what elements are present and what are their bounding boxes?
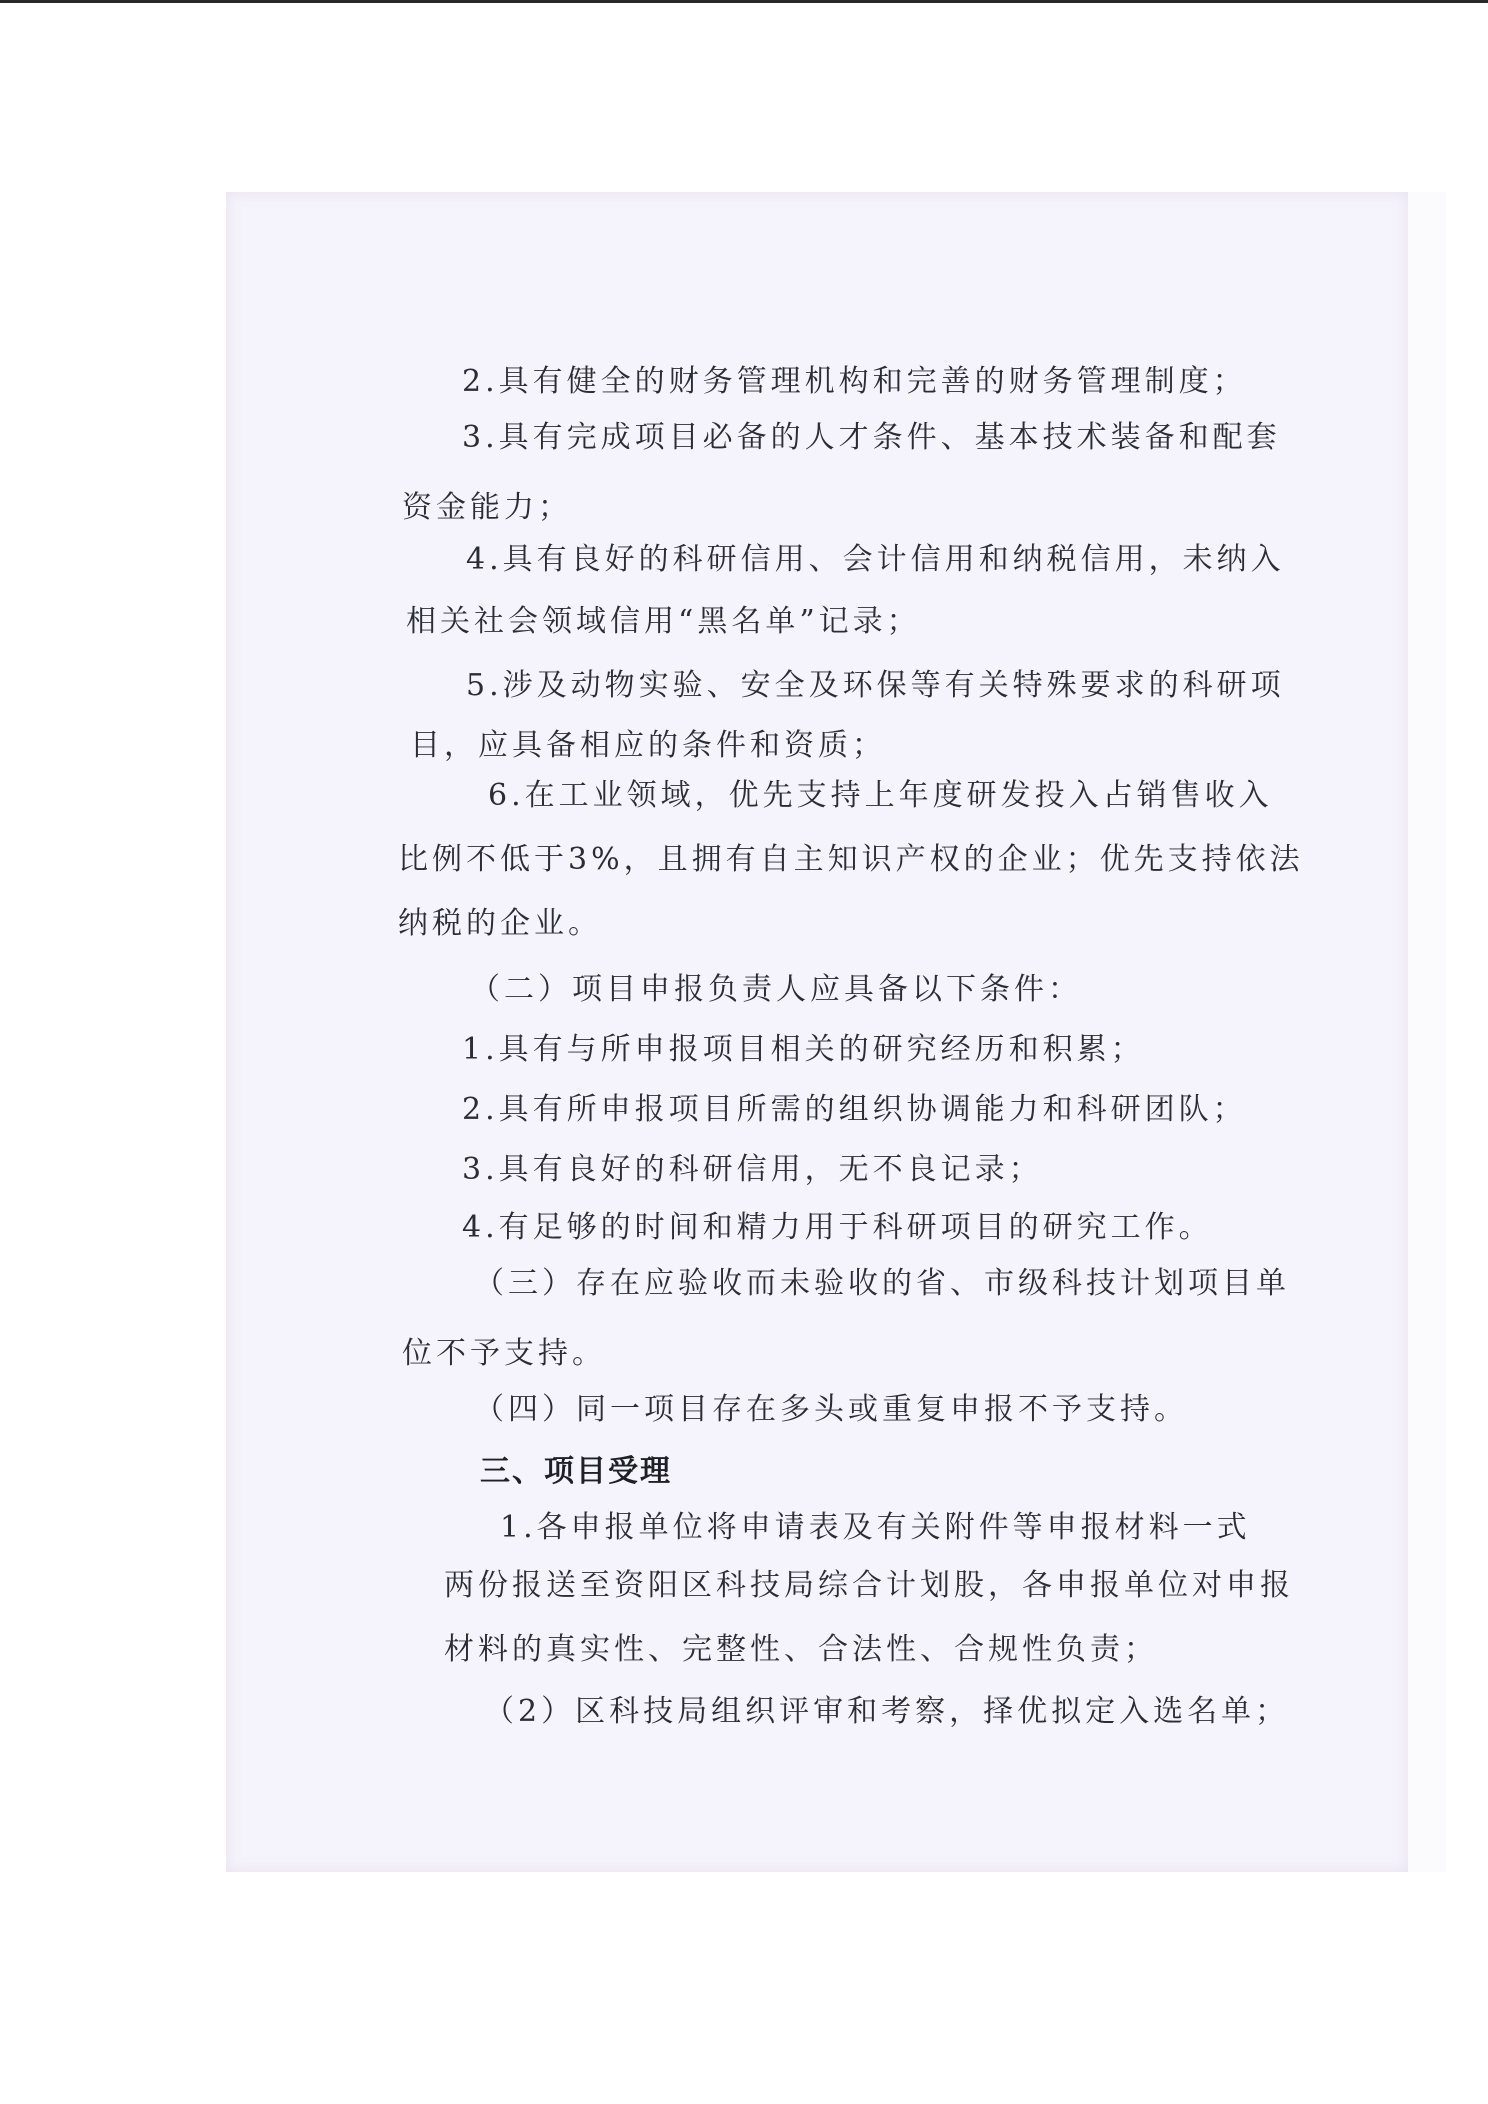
- text-line: 目，应具备相应的条件和资质；: [410, 728, 886, 763]
- text-line: （四）同一项目存在多头或重复申报不予支持。: [474, 1392, 1188, 1427]
- text-line: 2.具有健全的财务管理机构和完善的财务管理制度；: [462, 364, 1247, 399]
- text-line: 位不予支持。: [402, 1336, 606, 1371]
- text-line: 4.有足够的时间和精力用于科研项目的研究工作。: [462, 1210, 1213, 1245]
- text-line: 比例不低于3%，且拥有自主知识产权的企业；优先支持依法: [398, 842, 1304, 877]
- text-line: （二）项目申报负责人应具备以下条件：: [470, 972, 1082, 1007]
- section-heading: 三、项目受理: [480, 1454, 672, 1489]
- text-line: 两份报送至资阳区科技局综合计划股，各申报单位对申报: [444, 1568, 1294, 1603]
- text-line: 资金能力；: [402, 490, 572, 525]
- text-line: 1.各申报单位将申请表及有关附件等申报材料一式: [500, 1510, 1251, 1545]
- text-line: （三）存在应验收而未验收的省、市级科技计划项目单: [474, 1266, 1290, 1301]
- text-line: （2）区科技局组织评审和考察，择优拟定入选名单；: [484, 1694, 1290, 1729]
- text-line: 材料的真实性、完整性、合法性、合规性负责；: [444, 1632, 1158, 1667]
- text-line: 6.在工业领域，优先支持上年度研发投入占销售收入: [488, 778, 1273, 813]
- text-line: 纳税的企业。: [398, 906, 602, 941]
- text-line: 3.具有良好的科研信用，无不良记录；: [462, 1152, 1043, 1187]
- text-line: 4.具有良好的科研信用、会计信用和纳税信用，未纳入: [466, 542, 1285, 577]
- text-line: 相关社会领域信用“黑名单”记录；: [406, 604, 921, 639]
- scan-top-edge: [0, 0, 1488, 3]
- text-line: 1.具有与所申报项目相关的研究经历和积累；: [462, 1032, 1145, 1067]
- text-line: 5.涉及动物实验、安全及环保等有关特殊要求的科研项: [466, 668, 1285, 703]
- scan-margin-strip: [1408, 192, 1446, 1872]
- text-line: 2.具有所申报项目所需的组织协调能力和科研团队；: [462, 1092, 1247, 1127]
- text-line: 3.具有完成项目必备的人才条件、基本技术装备和配套: [462, 420, 1281, 455]
